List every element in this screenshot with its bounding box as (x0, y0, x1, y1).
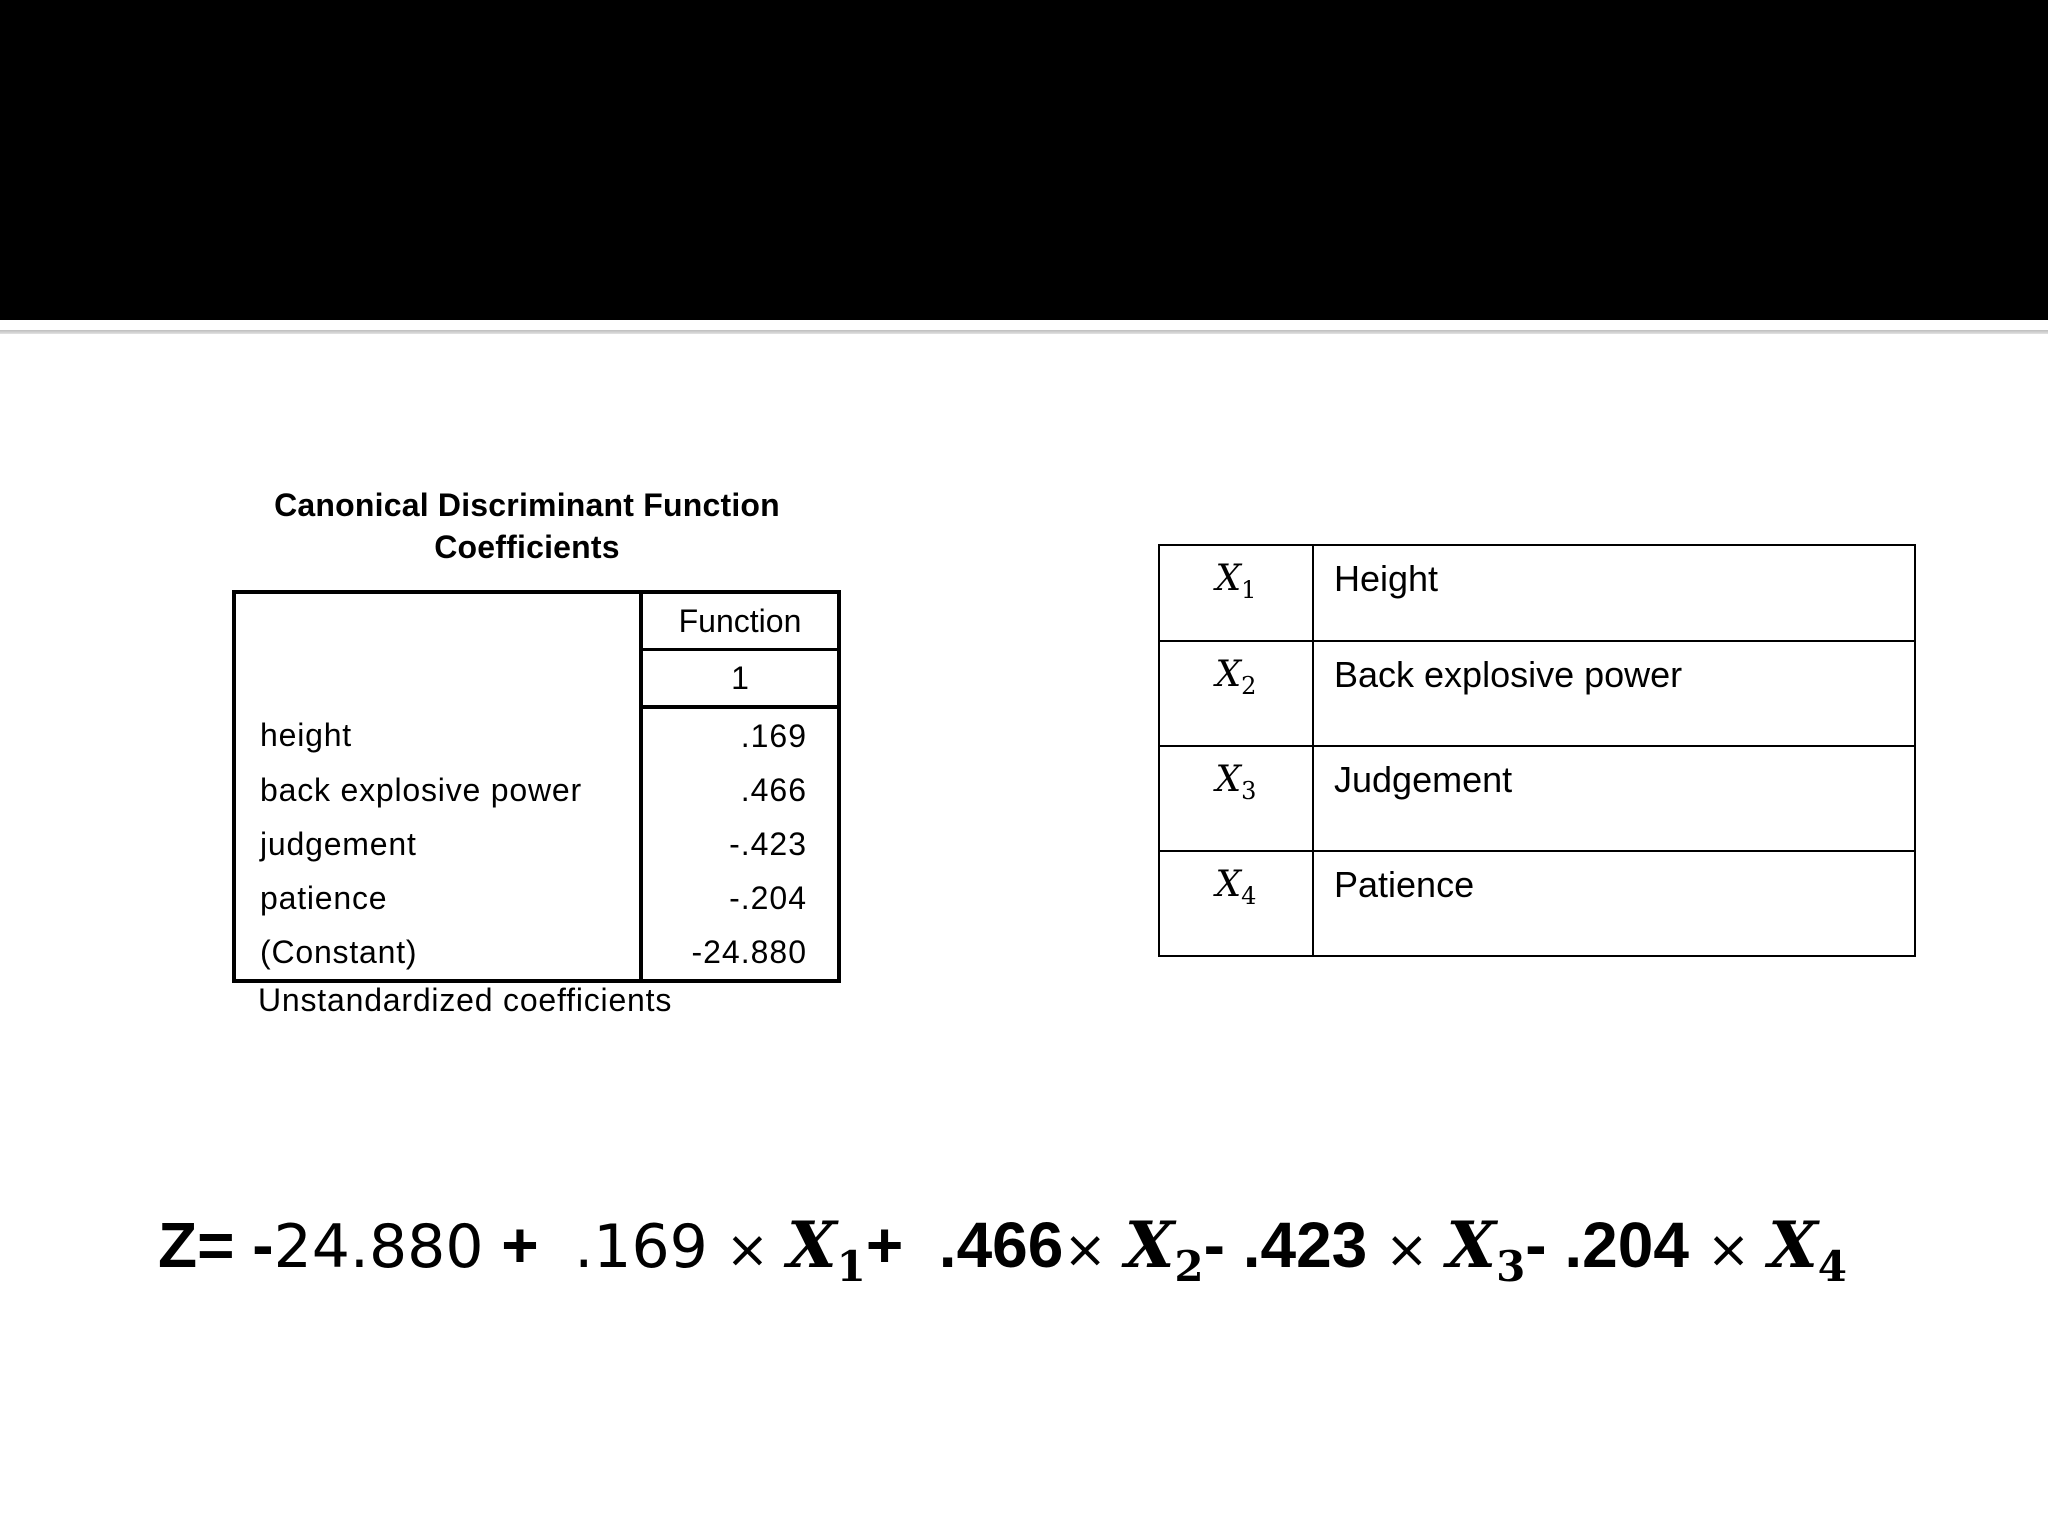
row-label: back explosive power (234, 763, 641, 817)
spss-title-line1: Canonical Discriminant Function (274, 487, 780, 523)
title-bar (0, 0, 2048, 320)
variable-name: Patience (1313, 851, 1915, 956)
table-row (1159, 851, 1915, 956)
table-row (234, 707, 839, 763)
spss-table-title (232, 484, 822, 568)
row-value: -24.880 (691, 933, 807, 970)
table-corner (234, 592, 641, 707)
row-label: (Constant) (234, 925, 641, 981)
table-row (1159, 545, 1915, 641)
table-row (234, 871, 839, 925)
row-value: .169 (740, 717, 807, 754)
function-number: 1 (641, 650, 839, 708)
table-row (234, 763, 839, 817)
variable-name: Height (1313, 545, 1915, 641)
variable-name: Back explosive power (1313, 641, 1915, 746)
row-value: -.204 (729, 879, 807, 916)
variable-symbol: $X_1$ (1159, 545, 1313, 641)
table-row (234, 817, 839, 871)
function-header: Function (641, 592, 839, 650)
variable-symbol: $X_2$ (1159, 641, 1313, 746)
title-divider (0, 330, 2048, 334)
variable-symbol: $X_3$ (1159, 746, 1313, 851)
table-row (234, 925, 839, 981)
variable-legend-table (1158, 544, 1916, 957)
variable-name: Judgement (1313, 746, 1915, 851)
table-footnote: Unstandardized coefficients (258, 982, 673, 1018)
table-row (1159, 641, 1915, 746)
row-label: judgement (234, 817, 641, 871)
row-value: -.423 (729, 825, 807, 862)
row-label: height (234, 707, 641, 763)
row-value: .466 (740, 771, 807, 808)
row-label: patience (234, 871, 641, 925)
spss-title-line2: Coefficients (434, 529, 620, 565)
variable-symbol: $X_4$ (1159, 851, 1313, 956)
coefficients-table (232, 590, 841, 983)
discriminant-equation: $Z= -24.880 + .169 \times X_1+ .466\times X_2-$ $.423 \times X_3-$ $.204 \times X_4$ (158, 1208, 1847, 1291)
table-row (1159, 746, 1915, 851)
